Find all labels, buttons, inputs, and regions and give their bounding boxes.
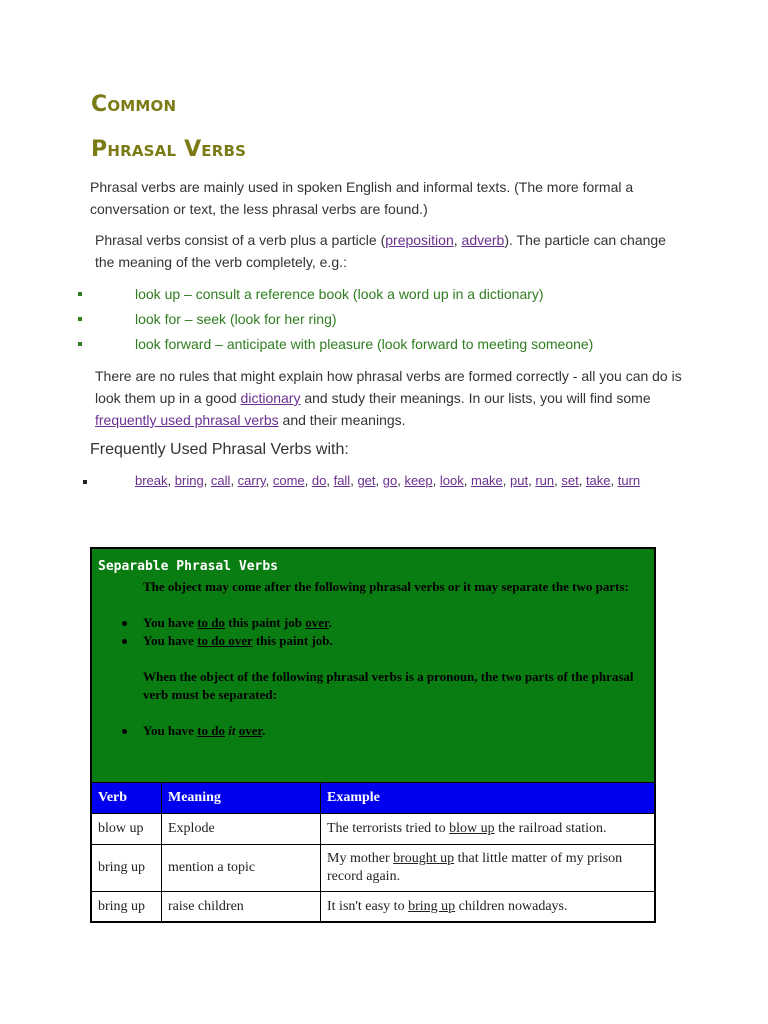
separable-body [143,578,643,740]
adverb-link[interactable]: adverb [461,232,505,248]
verb-link-turn[interactable]: turn [617,473,641,488]
table-row [91,814,655,845]
table-intro-row [91,548,655,783]
verb-link-look[interactable]: look [439,473,464,488]
phrasal-verb: bring up [408,898,456,914]
verb-cell: blow up [91,814,162,845]
meaning-cell: mention a topic [162,845,321,892]
example-cell [321,814,656,845]
example-text: My mother [327,851,394,866]
verb-link-get[interactable]: get [357,473,376,488]
verb-cell: bring up [91,845,162,892]
bullet-icon [122,639,127,644]
list-item [0,332,593,357]
example-text: look up – consult a reference book (look a word up in a dictionary) [135,286,544,302]
verb-part: to do over [197,633,253,648]
example-text: this paint job [225,615,306,630]
rules-paragraph [95,365,685,431]
particle-text-before: Phrasal verbs consist of a verb plus a particle ( [95,232,386,248]
column-header-meaning: Meaning [162,783,321,814]
verb-link-set[interactable]: set [561,473,579,488]
separable-title: Separable Phrasal Verbs [98,559,279,574]
page-title-line-2: Phrasal Verbs [91,137,247,162]
table-row [91,845,655,892]
verb-link-run[interactable]: run [535,473,555,488]
verb-link-break[interactable]: break [135,473,168,488]
example-cell [321,892,656,923]
separable-example-list [143,614,643,650]
verb-link-go[interactable]: go [382,473,398,488]
verb-link-put[interactable]: put [510,473,529,488]
phrasal-verb: brought up [393,851,455,866]
meaning-cell: Explode [162,814,321,845]
square-bullet-icon [78,342,82,346]
example-text: . [262,723,266,738]
particle-part: over [305,615,329,630]
dictionary-link[interactable]: dictionary [240,390,301,406]
verb-link-fall[interactable]: fall [333,473,351,488]
verb-link-make[interactable]: make [470,473,503,488]
verb-link-call[interactable]: call [210,473,231,488]
table-header-row [91,783,655,814]
table-row [91,892,655,923]
example-text: You have [143,633,198,648]
example-text: look for – seek (look for her ring) [135,311,337,327]
verb-link-carry[interactable]: carry [237,473,266,488]
example-text: You have [143,723,198,738]
verb-links: break, bring, call, carry, come, do, fall, get, go, keep, look, make, put, run, set, take, turn [135,473,641,488]
verb-part: to do [197,615,225,630]
verb-part: to do [197,723,225,738]
example-text: It isn't easy to [327,898,409,914]
example-text: look forward – anticipate with pleasure (look forward to meeting someone) [135,336,594,352]
rules-text-after: and their meanings. [278,412,406,428]
separable-phrasal-verbs-table [90,547,656,923]
phrasal-verb: blow up [449,821,495,836]
square-bullet-icon [83,480,87,484]
particle-paragraph [95,229,675,273]
separable-intro-cell [91,548,655,783]
example-text: children nowadays. [455,898,568,914]
verb-link-list [0,470,768,492]
frequent-verbs-heading: Frequently Used Phrasal Verbs with: [90,441,349,458]
column-header-example: Example [321,783,656,814]
verb-link-bring[interactable]: bring [174,473,204,488]
example-text: You have [143,615,198,630]
verb-link-keep[interactable]: keep [404,473,433,488]
example-text: the railroad station. [494,821,607,836]
pronoun-part: it [228,723,236,738]
rules-text-middle: and study their meanings. In our lists, you will find some [300,390,651,406]
particle-text-after: ). The particle can change the meaning of the verb completely, e.g.: [95,232,666,270]
example-cell [321,845,656,892]
bullet-icon [122,729,127,734]
bullet-icon [122,621,127,626]
example-list [0,282,593,357]
example-text: The terrorists tried to [327,821,450,836]
list-item [143,614,643,632]
verb-link-come[interactable]: come [272,473,305,488]
list-item [0,282,593,307]
frequently-used-phrasal-verbs-link[interactable]: frequently used phrasal verbs [95,412,279,428]
list-item [143,632,643,650]
preposition-link[interactable]: preposition [385,232,454,248]
rules-text-before: There are no rules that might explain how phrasal verbs are formed correctly - all you can do is look them up in a good [95,368,682,406]
intro-paragraph: Phrasal verbs are mainly used in spoken English and informal texts. (The more formal a conversation or text, the less phrasal verbs are found.) [90,179,634,217]
particle-part: over [238,723,263,738]
example-text: that little matter of my prison record again. [327,851,623,884]
column-header-verb: Verb [91,783,162,814]
meaning-cell: raise children [162,892,321,923]
verb-link-take[interactable]: take [585,473,611,488]
page-title-line-1: Common [91,92,177,117]
verb-link-do[interactable]: do [311,473,327,488]
particle-comma: , [453,232,462,248]
square-bullet-icon [78,292,82,296]
pronoun-example-list [143,722,643,740]
pronoun-note: When the object of the following phrasal verbs is a pronoun, the two parts of the phrasal verb must be separated: [143,669,634,702]
verb-cell: bring up [91,892,162,923]
example-text: this paint job. [252,633,333,648]
separable-description: The object may come after the following phrasal verbs or it may separate the two parts: [143,579,629,594]
list-item [143,722,643,740]
square-bullet-icon [78,317,82,321]
list-item [0,307,593,332]
example-text: . [328,615,332,630]
